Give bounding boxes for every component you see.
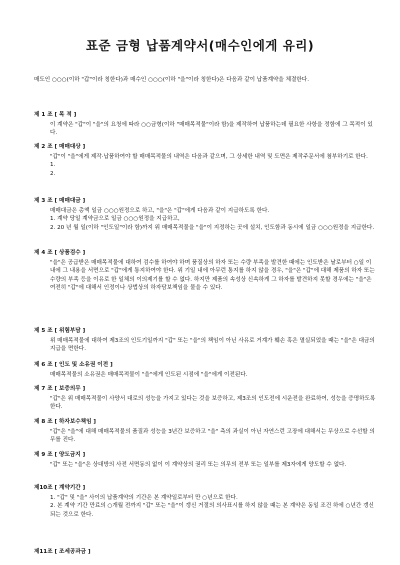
article-text: "을"은 공급받은 매매목적물에 대하여 검수를 하여야 하며 품질상의 하자 또는 수량 부족을 발견한 때에는 인도받은 날로부터 ○일 이내에 그 내용을 서면으로 "갑"에게 통지하여야 한다. 위 기일 내에 아무런 통지를 하지 않을 경우, "을"은 "갑"에 대해 제품의 하자 또는 수량의 부족 등을 이유로 한 일체의 이의제기를 할 수 없다. 하지만 제품의 속성상 신속하게 그 하자를 발견하지 못할 경우에는 "을"은 여전히 "갑"에 대해서 인정이나 상법상의 하자담보책임을 물을 수 있다. <box>50 259 375 292</box>
article-9 <box>34 451 376 469</box>
article-text: 매매대금은 총액 일금 ○○○원정으로 하고, "을"은 "갑"에게 다음과 같이 지급하도록 한다. <box>50 207 270 214</box>
article-text: 매매목적물의 소유권은 매매목적물이 "을"에게 인도된 시점에 "을"에게 이전된다. <box>50 371 248 378</box>
article-heading: 제 9 조 [ 양도금지 ] <box>34 452 86 458</box>
article-3 <box>34 197 376 232</box>
article-7 <box>34 385 376 412</box>
article-heading: 제 4 조 [ 상품검수 ] <box>34 250 86 256</box>
article-text: "갑"은 위 매매목적물이 사양서 대로의 성능을 가지고 있다는 것을 보증하고, 제3조의 인도전에 시운전을 완료하여, 성능을 증명하도록 한다. <box>50 395 376 411</box>
article-heading: 제 6 조 [ 인도 및 소유권 이전 ] <box>34 362 113 368</box>
article-8 <box>34 418 376 445</box>
article-heading: 제 3 조 [ 매매대금 ] <box>34 198 86 204</box>
article-10 <box>34 484 376 519</box>
article-list-item: 2. <box>50 170 56 177</box>
article-list-item: 1. "갑" 및 "을" 사이의 납품계약의 기간은 본 계약일로부터 만 ○년으로 한다. <box>50 494 238 501</box>
article-heading: 제 8 조 [ 하자보수책임 ] <box>34 419 96 425</box>
article-2 <box>34 143 376 178</box>
article-body <box>50 395 376 412</box>
article-heading: 제10조 [ 계약기간 ] <box>34 485 86 491</box>
document-title: 표준 금형 납품계약서(매수인에게 유리) <box>85 38 315 53</box>
article-body <box>50 207 376 233</box>
article-heading: 제 2 조 [ 매매대상 ] <box>34 144 86 150</box>
article-text: "갑"이 "을"에게 제작·납품하여야 할 매매목적물의 내역은 다음과 같으며, 그 상세한 내역 및 도면은 제작주문서에 첨부하기로 한다. <box>50 153 368 160</box>
article-body <box>50 153 376 179</box>
article-text: "갑"은 "을"에 대해 매매목적물의 품질과 성능을 3년간 보증하고 "을" 측의 과실이 아닌 자연스런 고장에 대해서는 무상으로 수선할 의무를 진다. <box>50 428 375 444</box>
article-heading: 제 1 조 [ 목 적 ] <box>34 112 77 118</box>
article-list-item: 2. 20 년 월 일(이하 "인도일"이라 함)까지 위 매매목적물을 "을"이 지정하는 곳에 설치, 인도함과 동시에 일금 ○○○원정을 지급한다. <box>50 224 375 231</box>
article-heading: 제 5 조 [ 위험부담 ] <box>34 328 86 334</box>
article-body <box>50 461 376 470</box>
article-6 <box>34 361 376 379</box>
article-heading: 제 7 조 [ 보증의무 ] <box>34 386 86 392</box>
article-body <box>50 494 376 520</box>
article-body <box>50 337 376 354</box>
article-list-item: 2. 본 계약 기간 만료의 ○개월 전까지 "갑" 또는 "을"이 갱신 거절의 의사표시를 하지 않을 때는 본 계약은 동일 조건 하에 ○년간 갱신되는 것으로 한다. <box>50 503 374 518</box>
article-11 <box>34 548 376 558</box>
article-heading: 제11조 [ 조세공과금 ] <box>34 549 91 555</box>
article-text: 이 계약은 "갑"이 "을"의 요청에 따라 ○○금형(이하 "매매목적물"이라 함)을 제작하여 납품하는데 필요한 사항을 정함에 그 목적이 있다. <box>50 121 373 137</box>
article-text: "갑" 또는 "을"은 상대방의 사전 서면동의 없이 이 계약상의 권리 또는 의무의 전부 또는 일부를 제3자에게 양도할 수 없다. <box>50 461 347 468</box>
article-list-item: 1. 계약 당일 계약금으로 일금 ○○○원정을 지급하고, <box>50 216 180 223</box>
article-5 <box>34 327 376 354</box>
article-body <box>50 371 376 380</box>
article-1 <box>34 111 376 138</box>
article-body <box>50 259 376 293</box>
article-list-item: 1. <box>50 162 56 169</box>
article-4 <box>34 249 376 293</box>
article-body <box>50 428 376 445</box>
article-text: 위 매매목적물에 대하여 제3조의 인도기일까지 "갑" 또는 "을"의 책임이 아닌 사유로 거계가 훼손 혹은 멸실되었을 때는 "을"은 대금의 지급을 면한다. <box>50 337 375 353</box>
intro-paragraph: 매도인 ○○○(이하 "갑"이라 칭한다)과 매수인 ○○○(이하 "을"이라 칭한다)은 다음과 같이 납품계약을 체결한다. <box>34 77 309 83</box>
article-body <box>50 121 376 138</box>
